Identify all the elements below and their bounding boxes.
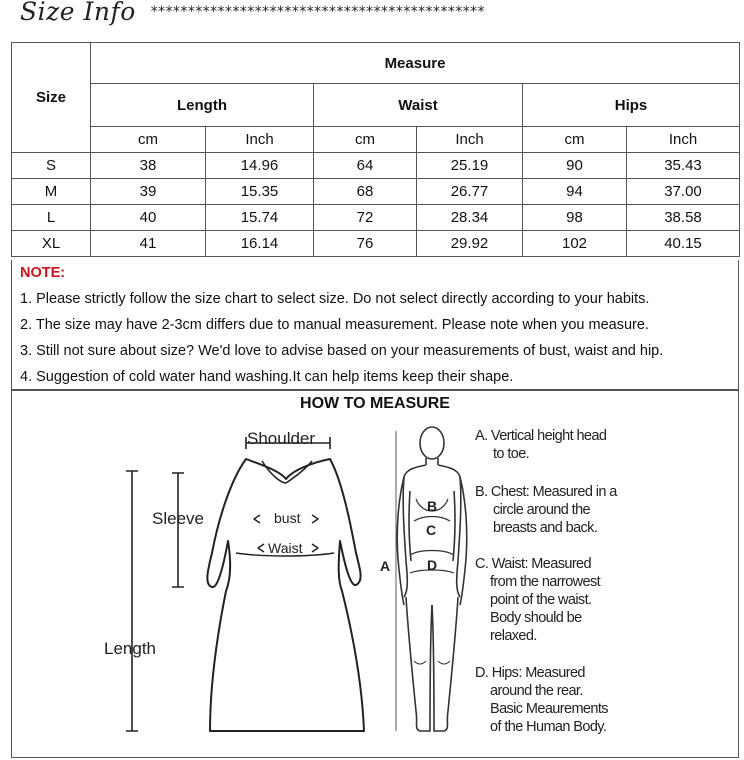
description-c xyxy=(475,555,600,645)
value-cell: 68 xyxy=(314,179,417,205)
note-line: 1. Please strictly follow the size chart to select size. Do not select directly according to your habits. xyxy=(20,291,650,307)
value-cell: 37.00 xyxy=(627,179,740,205)
value-cell: 26.77 xyxy=(417,179,523,205)
bust-label: bust xyxy=(274,510,301,526)
title-bar xyxy=(0,0,744,30)
value-cell: 41 xyxy=(91,231,206,257)
unit-header: Inch xyxy=(417,127,523,153)
value-cell: 15.35 xyxy=(206,179,314,205)
how-to-measure-section xyxy=(11,390,739,758)
body-label-a: A xyxy=(380,558,391,574)
measurement-diagram xyxy=(12,391,738,757)
value-cell: 39 xyxy=(91,179,206,205)
group-header-waist: Waist xyxy=(314,84,523,127)
measure-header: Measure xyxy=(91,43,740,84)
shoulder-label: Shoulder xyxy=(247,429,316,448)
notes-section xyxy=(11,260,739,390)
description-line: to toe. xyxy=(493,446,530,462)
body-label-b: B xyxy=(427,498,438,514)
description-line: relaxed. xyxy=(490,628,537,644)
description-line: C. Waist: Measured xyxy=(475,556,591,572)
table-row xyxy=(12,179,740,205)
value-cell: 102 xyxy=(523,231,627,257)
value-cell: 72 xyxy=(314,205,417,231)
dress-illustration xyxy=(207,459,364,731)
sleeve-label: Sleeve xyxy=(152,509,204,528)
unit-header: Inch xyxy=(627,127,740,153)
note-line: 4. Suggestion of cold water hand washing.It can help items keep their shape. xyxy=(20,369,514,385)
note-line: 2. The size may have 2-3cm differs due to manual measurement. Please note when you measure. xyxy=(20,317,649,333)
size-cell: S xyxy=(12,153,91,179)
description-line: Basic Meaurements xyxy=(490,701,608,717)
value-cell: 28.34 xyxy=(417,205,523,231)
description-line: A. Vertical height head xyxy=(475,428,607,444)
waist-label: Waist xyxy=(268,540,303,556)
how-to-measure-heading: HOW TO MEASURE xyxy=(300,395,450,412)
size-table xyxy=(11,42,740,257)
unit-header: cm xyxy=(314,127,417,153)
unit-header: cm xyxy=(91,127,206,153)
note-line: 3. Still not sure about size? We'd love to advise based on your measurements of bust, waist and hip. xyxy=(20,343,664,359)
description-b xyxy=(475,483,617,537)
description-line: B. Chest: Measured in a xyxy=(475,484,617,500)
size-cell: XL xyxy=(12,231,91,257)
size-header: Size xyxy=(12,43,91,153)
description-line: D. Hips: Measured xyxy=(475,665,585,681)
table-row xyxy=(12,205,740,231)
body-label-d: D xyxy=(427,557,438,573)
unit-header: cm xyxy=(523,127,627,153)
description-line: around the rear. xyxy=(490,683,583,699)
value-cell: 64 xyxy=(314,153,417,179)
description-a xyxy=(475,427,606,463)
description-line: point of the waist. xyxy=(490,592,592,608)
description-line: of the Human Body. xyxy=(490,719,607,735)
group-header-hips: Hips xyxy=(523,84,740,127)
table-row xyxy=(12,153,740,179)
value-cell: 76 xyxy=(314,231,417,257)
page-title: Size Info xyxy=(20,0,136,26)
value-cell: 16.14 xyxy=(206,231,314,257)
value-cell: 29.92 xyxy=(417,231,523,257)
value-cell: 90 xyxy=(523,153,627,179)
size-cell: M xyxy=(12,179,91,205)
value-cell: 25.19 xyxy=(417,153,523,179)
description-d xyxy=(475,664,608,736)
size-cell: L xyxy=(12,205,91,231)
value-cell: 35.43 xyxy=(627,153,740,179)
value-cell: 14.96 xyxy=(206,153,314,179)
value-cell: 40 xyxy=(91,205,206,231)
title-decoration: ********************************************* xyxy=(150,4,485,20)
group-header-length: Length xyxy=(91,84,314,127)
description-line: from the narrowest xyxy=(490,574,601,590)
table-row xyxy=(12,231,740,257)
unit-header: Inch xyxy=(206,127,314,153)
value-cell: 94 xyxy=(523,179,627,205)
length-label: Length xyxy=(104,639,156,658)
value-cell: 40.15 xyxy=(627,231,740,257)
value-cell: 15.74 xyxy=(206,205,314,231)
body-figure-illustration xyxy=(396,427,467,731)
body-label-c: C xyxy=(426,522,437,538)
value-cell: 38 xyxy=(91,153,206,179)
description-line: circle around the xyxy=(493,502,590,518)
value-cell: 98 xyxy=(523,205,627,231)
description-line: breasts and back. xyxy=(493,520,598,536)
value-cell: 38.58 xyxy=(627,205,740,231)
note-title: NOTE: xyxy=(20,265,66,281)
description-line: Body should be xyxy=(490,610,582,626)
